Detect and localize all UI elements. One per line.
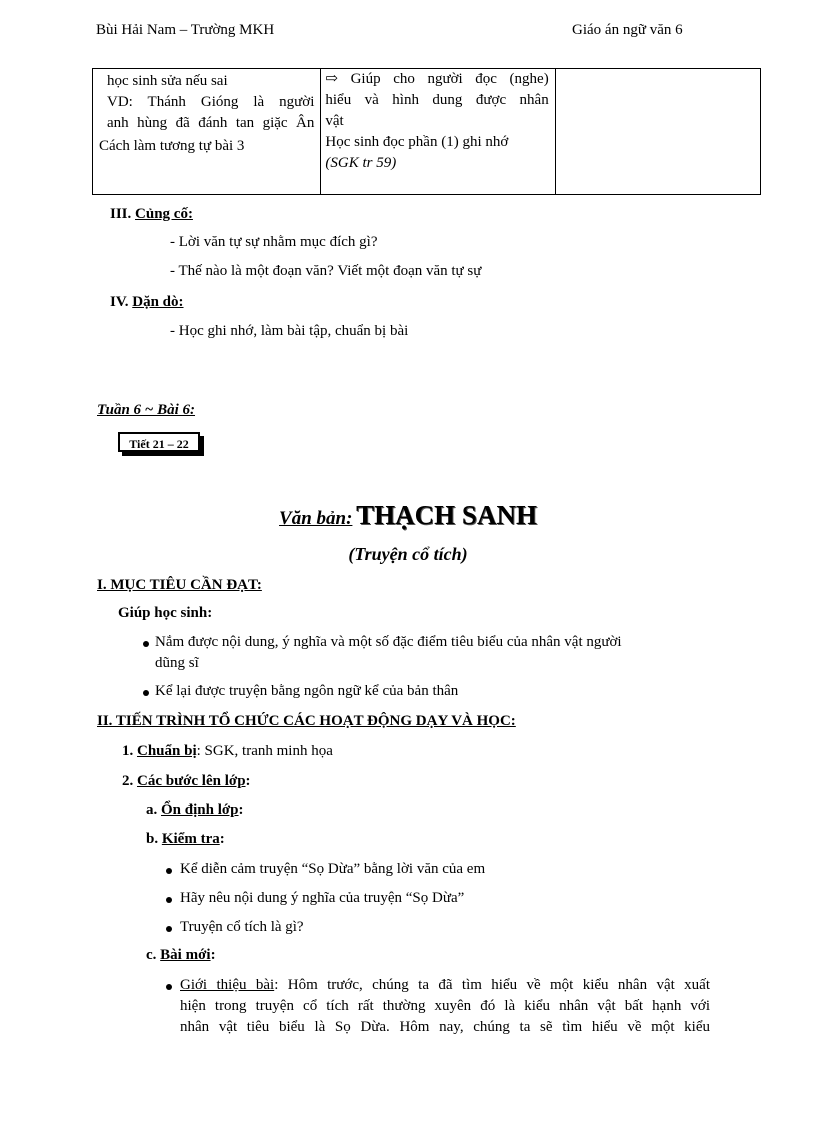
step-c: c. Bài mới: bbox=[146, 947, 216, 963]
bullet-icon bbox=[166, 926, 172, 932]
header-subject: Giáo án ngữ văn 6 bbox=[572, 22, 683, 38]
homework-item: - Học ghi nhớ, làm bài tập, chuẩn bị bài bbox=[170, 323, 409, 339]
section-consolidation-heading: III. Củng cố: bbox=[110, 206, 193, 222]
steps-line: 2. Các bước lên lớp: bbox=[122, 773, 251, 789]
table-text: anh hùng đã đánh tan giặc Ân bbox=[107, 115, 315, 131]
table-text: vật bbox=[325, 113, 344, 129]
period-box: Tiết 21 – 22 bbox=[118, 432, 200, 452]
bullet-icon bbox=[143, 690, 149, 696]
section-objectives-heading: I. MỤC TIÊU CẦN ĐẠT: bbox=[97, 577, 262, 593]
section-process-heading: II. TIẾN TRÌNH TỔ CHỨC CÁC HOẠT ĐỘNG DẠY VÀ HỌC: bbox=[97, 713, 516, 729]
prep-line: 1. Chuẩn bị: SGK, tranh minh họa bbox=[122, 743, 333, 759]
table-text: VD: Thánh Gióng là người bbox=[107, 94, 315, 110]
table-text: (SGK tr 59) bbox=[325, 155, 397, 171]
arrow-icon: ⇨ bbox=[325, 71, 338, 87]
bullet-icon bbox=[143, 641, 149, 647]
text-title-name: THẠCH SANH bbox=[356, 500, 537, 530]
table-text: Cách làm tương tự bài 3 bbox=[99, 138, 245, 154]
table-cell-activity bbox=[93, 69, 321, 195]
table-text: Học sinh đọc phần (1) ghi nhớ bbox=[325, 134, 509, 150]
check-item: Hãy nêu nội dung ý nghĩa của truyện “Sọ Dừa” bbox=[180, 890, 465, 906]
table-text: học sinh sửa nếu sai bbox=[107, 73, 228, 89]
check-item: Truyện cổ tích là gì? bbox=[180, 919, 304, 935]
consolidation-item: - Thế nào là một đoạn văn? Viết một đoạn văn tự sự bbox=[170, 263, 482, 279]
bullet-icon bbox=[166, 984, 172, 990]
lesson-table bbox=[92, 68, 761, 195]
text-genre: (Truyện cổ tích) bbox=[348, 544, 468, 564]
week-heading: Tuần 6 ~ Bài 6: bbox=[97, 402, 196, 418]
step-a: a. Ổn định lớp: bbox=[146, 802, 244, 818]
table-text: hiểu và hình dung được nhân bbox=[325, 92, 549, 108]
objective-item: Kể lại được truyện bằng ngôn ngữ kể của bản thân bbox=[155, 683, 459, 699]
bullet-icon bbox=[166, 897, 172, 903]
consolidation-item: - Lời văn tự sự nhằm mục đích gì? bbox=[170, 234, 378, 250]
table-text: ⇨ Giúp cho người đọc (nghe) bbox=[325, 71, 549, 87]
table-cell-empty bbox=[555, 69, 760, 195]
header-author: Bùi Hải Nam – Trường MKH bbox=[96, 22, 275, 38]
bullet-icon bbox=[166, 868, 172, 874]
text-title-label: Văn bản: bbox=[279, 508, 353, 529]
section-homework-heading: IV. Dặn dò: bbox=[110, 294, 184, 310]
objectives-intro: Giúp học sinh: bbox=[118, 605, 213, 621]
intro-paragraph: Giới thiệu bài: Hôm trước, chúng ta đã tìm hiểu về một kiểu nhân vật xuất hiện trong truyện cổ tích rất thường xuyên đó là kiểu nhân vật bất hạnh với nhân vật tiêu biểu là Sọ Dừa. Hôm nay, chúng ta sẽ tìm hiểu về một kiểu bbox=[180, 977, 710, 1035]
check-item: Kể diễn cảm truyện “Sọ Dừa” bằng lời văn của em bbox=[180, 861, 486, 877]
table-cell-student bbox=[321, 69, 555, 195]
text-title bbox=[0, 500, 816, 531]
objective-item: Nắm được nội dung, ý nghĩa và một số đặc điểm tiêu biểu của nhân vật người dũng sĩ bbox=[155, 634, 622, 671]
step-b: b. Kiểm tra: bbox=[146, 831, 225, 847]
